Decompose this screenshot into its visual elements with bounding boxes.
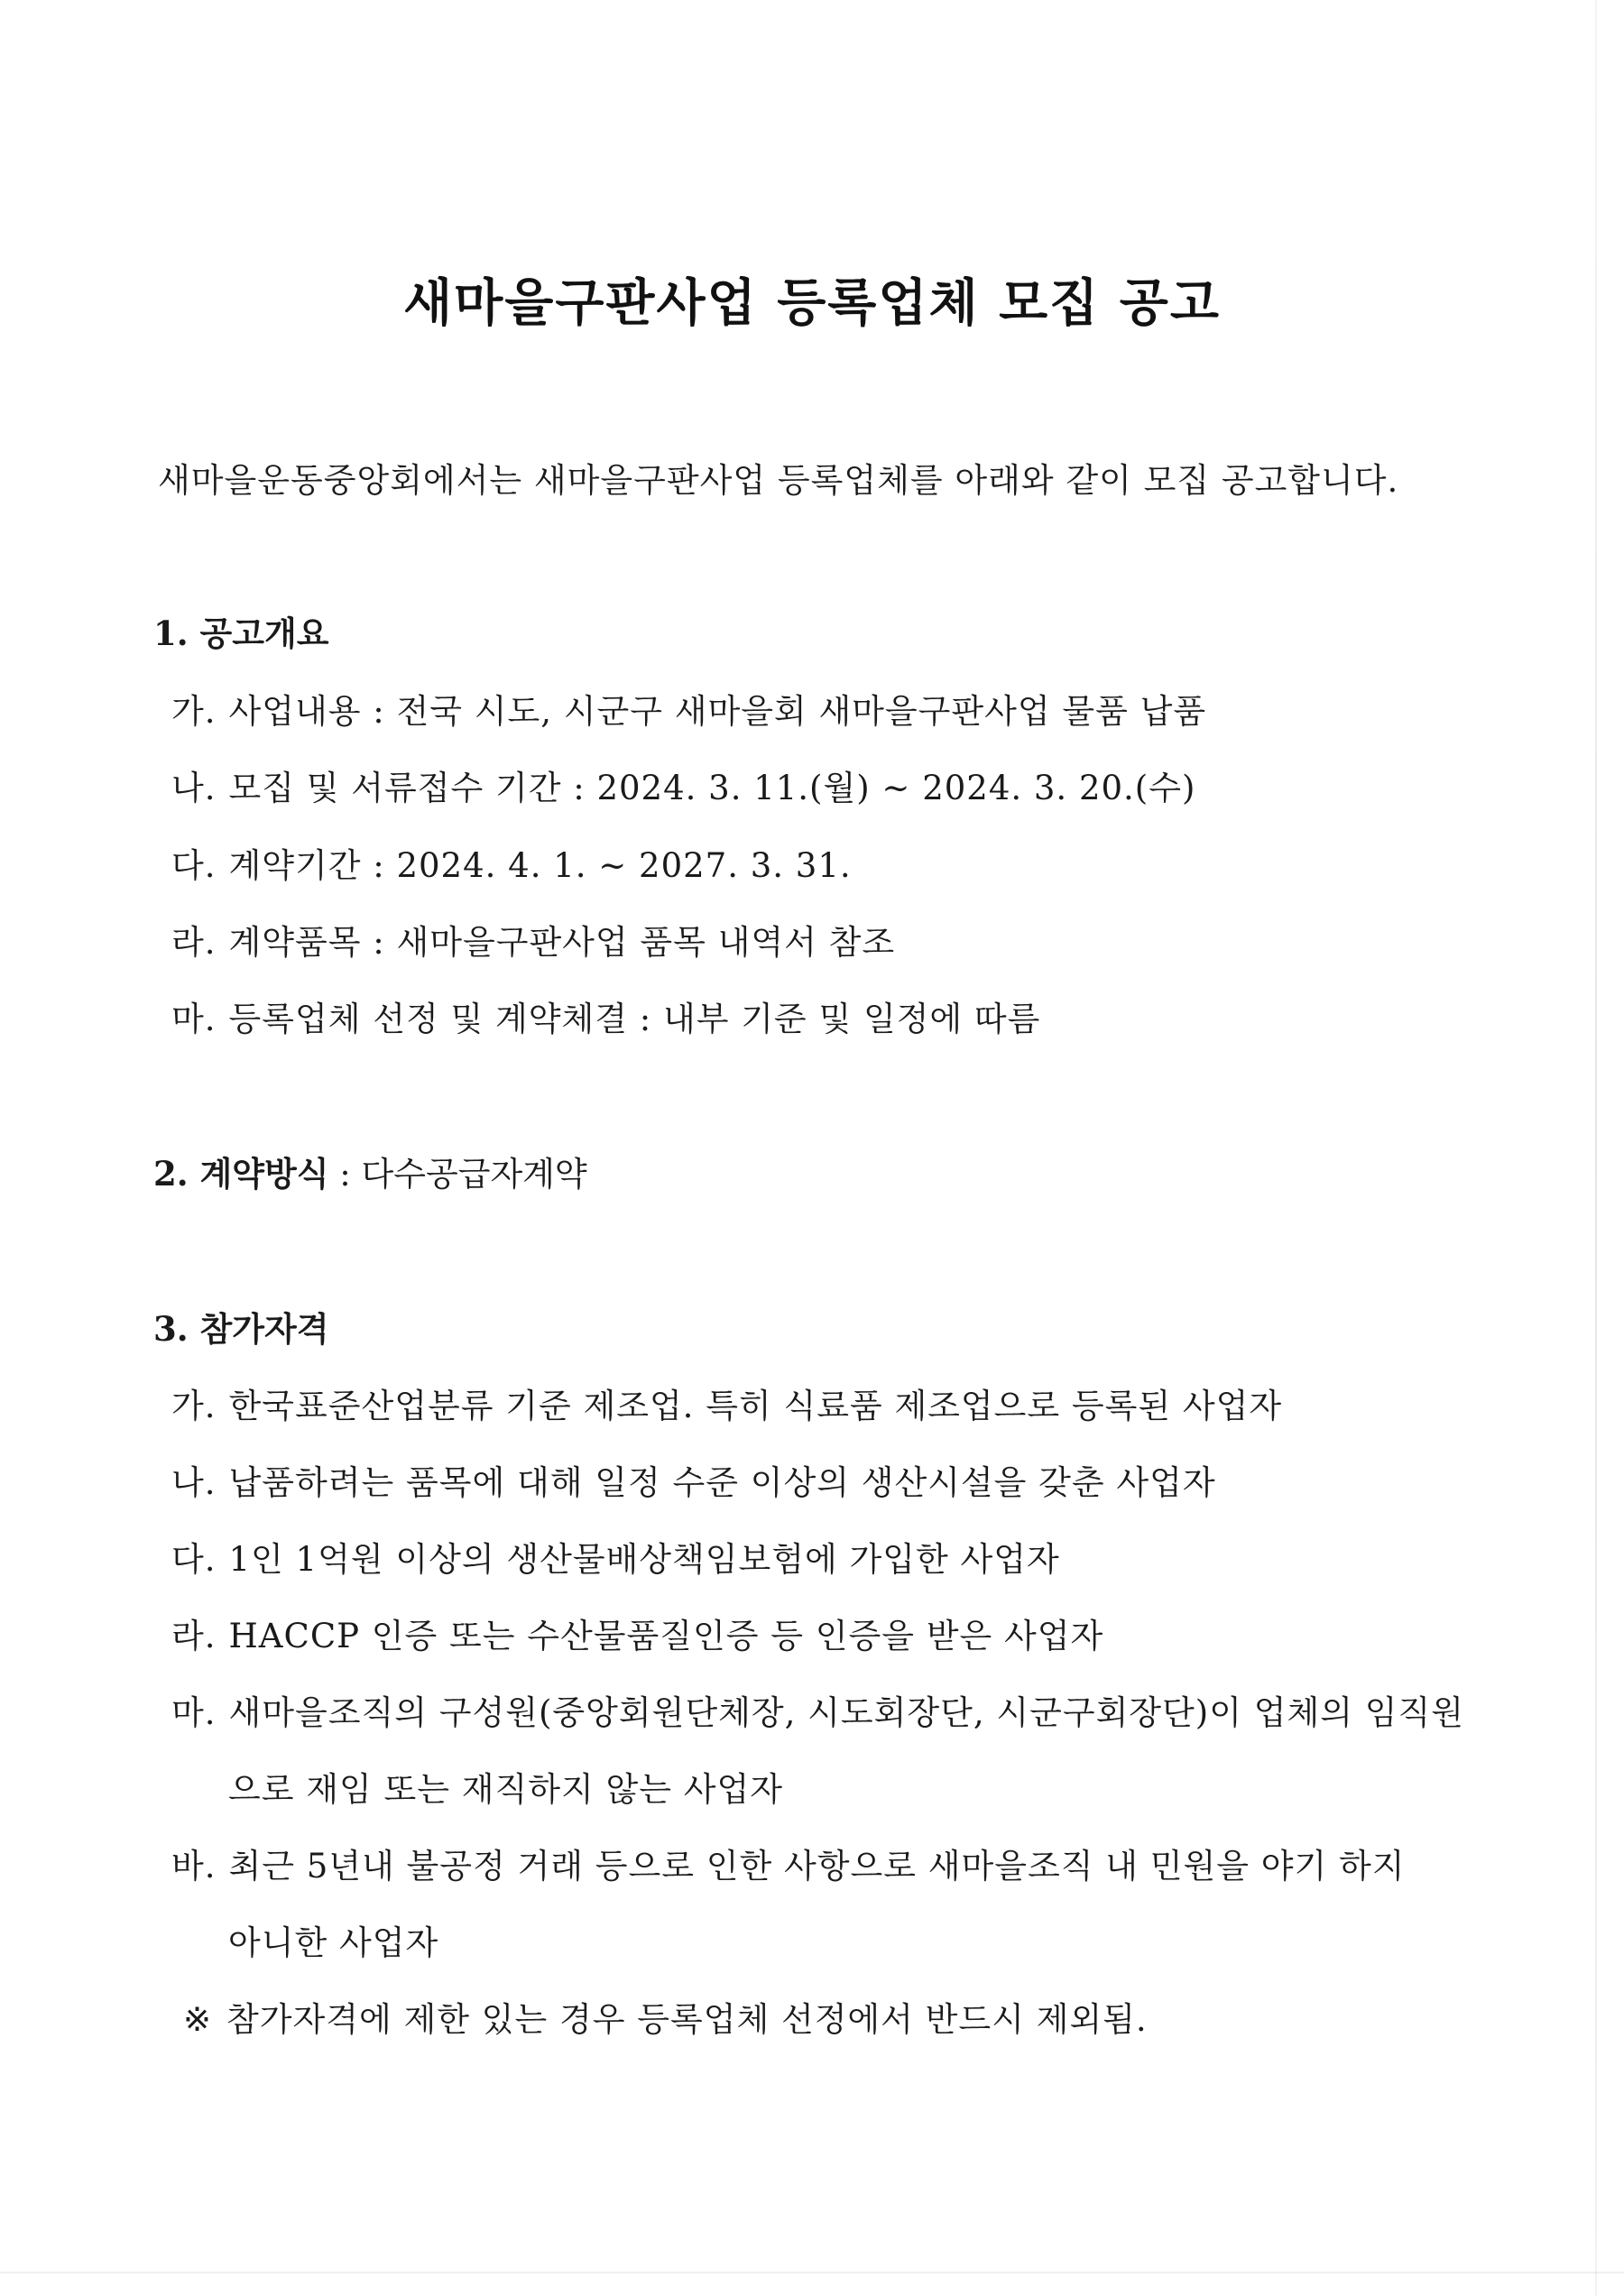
item-marker: 바. [171, 1847, 217, 1886]
reference-mark-icon: ※ [183, 2000, 213, 2039]
item-text: 계약기간 : 2024. 4. 1. ~ 2027. 3. 31. [228, 846, 852, 885]
section-3-item [171, 1455, 1216, 1504]
section-3-heading: 3. 참가자격 [153, 1309, 329, 1349]
item-marker: 나. [171, 769, 217, 807]
scan-edge-right [1595, 0, 1597, 2296]
section-3-item [171, 1609, 1103, 1657]
item-marker: 마. [171, 1000, 217, 1038]
item-marker: 다. [171, 1540, 217, 1579]
section-1-item [171, 915, 895, 964]
section-3-item [171, 1685, 1464, 1734]
section-3-item [171, 1532, 1060, 1581]
item-marker: 다. [171, 846, 217, 885]
section-3-item [171, 1839, 1405, 1887]
item-text: 한국표준산업분류 기준 제조업. 특히 식료품 제조업으로 등록된 사업자 [228, 1387, 1283, 1425]
page-title: 새마을구판사업 등록업체 모집 공고 [403, 273, 1221, 333]
item-text: HACCP 인증 또는 수산물품질인증 등 인증을 받은 사업자 [228, 1617, 1104, 1655]
section-2-heading [153, 1147, 587, 1195]
section-3-item [171, 1379, 1282, 1427]
item-marker: 나. [171, 1463, 217, 1502]
item-text: 모집 및 서류접수 기간 : 2024. 3. 11.(월) ~ 2024. 3. 20.(수) [228, 769, 1196, 807]
item-marker: 가. [171, 1387, 217, 1425]
section-3-item-continuation: 으로 재임 또는 재직하지 않는 사업자 [228, 1770, 783, 1809]
section-1-item [171, 838, 852, 887]
item-marker: 라. [171, 1617, 217, 1655]
item-marker: 가. [171, 692, 217, 731]
item-marker: 라. [171, 923, 217, 962]
note [183, 1992, 1148, 2041]
item-text: 새마을조직의 구성원(중앙회원단체장, 시도회장단, 시군구회장단)이 업체의 임직원 [228, 1693, 1464, 1732]
item-text: 최근 5년내 불공정 거래 등으로 인한 사항으로 새마을조직 내 민원을 야기 하지 [228, 1847, 1406, 1886]
intro-paragraph: 새마을운동중앙회에서는 새마을구판사업 등록업체를 아래와 같이 모집 공고합니다. [158, 461, 1399, 500]
item-text: 사업내용 : 전국 시도, 시군구 새마을회 새마을구판사업 물품 납품 [228, 692, 1207, 731]
item-marker: 마. [171, 1693, 217, 1732]
item-text: 등록업체 선정 및 계약체결 : 내부 기준 및 일정에 따름 [228, 1000, 1041, 1038]
section-3-item-continuation: 아니한 사업자 [228, 1923, 439, 1962]
section-1-item [171, 684, 1206, 733]
item-text: 납품하려는 품목에 대해 일정 수준 이상의 생산시설을 갖춘 사업자 [228, 1463, 1216, 1502]
section-1-heading: 1. 공고개요 [153, 613, 329, 653]
scan-edge-bottom [0, 2272, 1624, 2273]
section-2-value: : 다수공급자계약 [328, 1155, 587, 1194]
section-1-item [171, 761, 1195, 809]
note-text: 참가자격에 제한 있는 경우 등록업체 선정에서 반드시 제외됨. [226, 2000, 1148, 2039]
item-text: 계약품목 : 새마을구판사업 품목 내역서 참조 [228, 923, 896, 962]
section-1-item [171, 991, 1040, 1040]
section-2-label: 2. 계약방식 [153, 1154, 329, 1194]
item-text: 1인 1억원 이상의 생산물배상책임보험에 가입한 사업자 [228, 1540, 1060, 1579]
